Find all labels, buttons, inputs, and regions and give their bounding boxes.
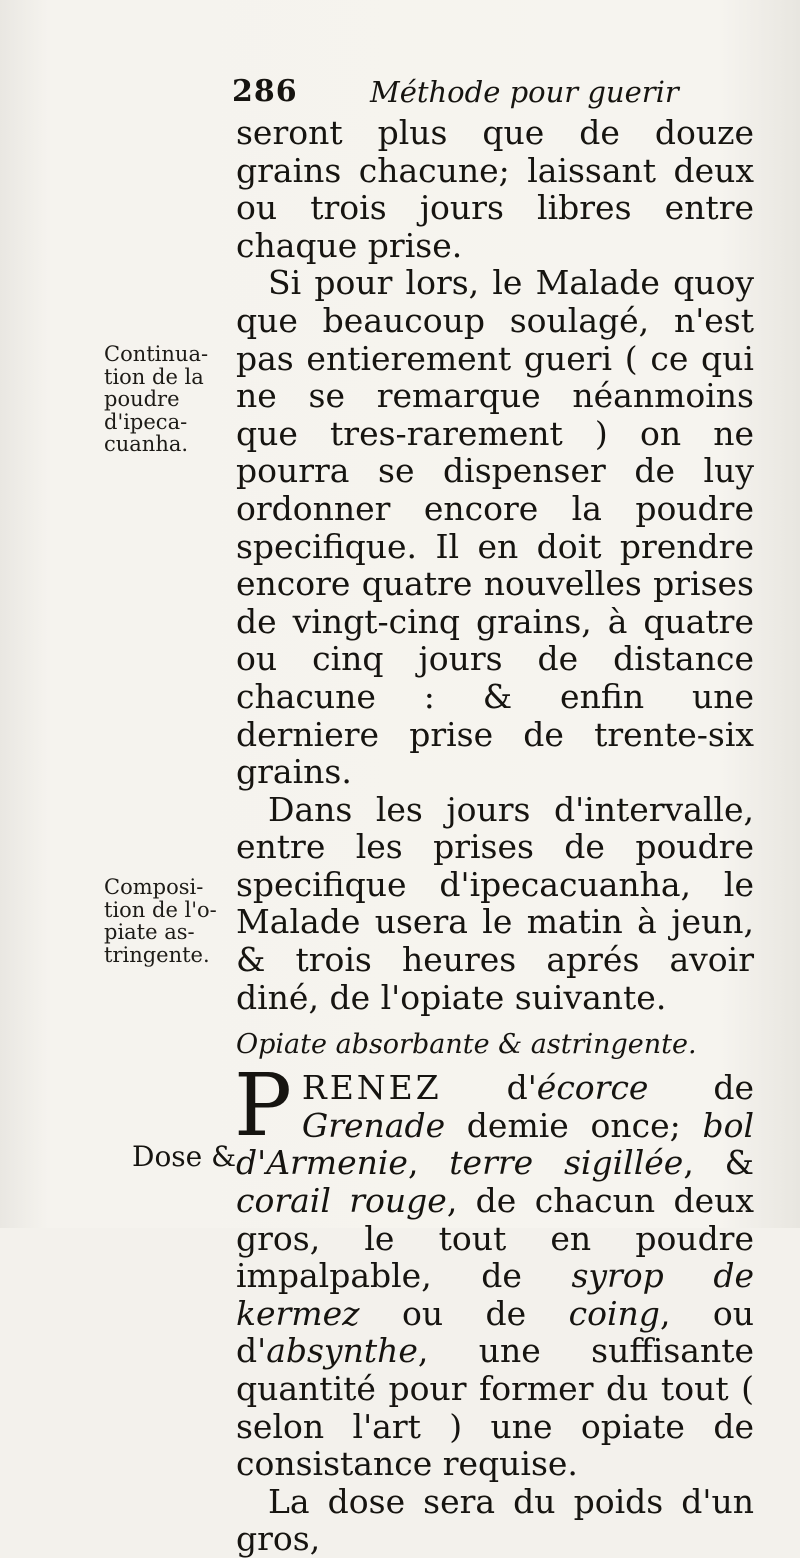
margin-note-composition (104, 876, 217, 966)
italic-term: absynthe (266, 1331, 418, 1371)
page-number: 286 (232, 74, 298, 109)
text-run: , de chacun deux gros, le tout en poudre impalpable, de (236, 1181, 754, 1296)
small-caps-word: RENEZ (301, 1068, 442, 1108)
text-run: , une suffisante quantité pour former du tout ( selon l'art ) une opiate de consistance requise. (236, 1331, 754, 1484)
margin-line: tringente. (104, 942, 210, 967)
paragraph-3: Dans les jours d'intervalle, entre les prises de poudre specifique d'ipecacuanha, le Malade usera le matin à jeun, & trois heures aprés avoir diné, de l'opiate suivante. (236, 789, 754, 1017)
paragraph-5: La dose sera du poids d'un gros, (236, 1481, 754, 1558)
margin-line: poudre (104, 387, 180, 411)
catchword: Dose & (132, 1140, 237, 1173)
italic-term: terre sigillée (449, 1143, 684, 1183)
margin-line: tion de la (104, 364, 204, 389)
italic-term: Grenade (301, 1105, 446, 1145)
text-run: , ou d' (236, 1293, 754, 1371)
text-run: d' (441, 1068, 537, 1108)
running-title: Méthode pour guerir (370, 75, 679, 109)
italic-term: coing (568, 1293, 660, 1333)
margin-line: Composi- (104, 875, 204, 899)
italic-term: corail rouge (236, 1181, 447, 1221)
text-run: demie once; (445, 1105, 703, 1145)
paragraph-2: Si pour lors, le Malade quoy que beaucoup soulagé, n'est pas entierement gueri ( ce qui ne se remarque néanmoins que tres-rarement ) on ne pourra se dispenser de luy ordonner encore la poudre specifique. Il en doit prendre encore quatre nouvelles prises de vingt-cinq grains, à quatre ou cinq jours de distance chacune : & enfin une derniere prise de trente-six grains. (236, 263, 754, 792)
margin-line: Continua- (104, 342, 209, 366)
main-text (236, 114, 754, 1558)
margin-note-continuation (104, 343, 208, 456)
italic-term: syrop de kermez (236, 1256, 754, 1333)
margin-line: piate as- (104, 920, 195, 944)
margin-line: d'ipeca- (104, 409, 188, 434)
text-run: , (407, 1143, 450, 1183)
recipe-title: Opiate absorbante & astringente. (236, 1029, 697, 1061)
drop-cap: P (234, 1056, 292, 1157)
text-run: ou de (359, 1293, 569, 1333)
margin-line: tion de l'o- (104, 897, 217, 922)
text-run: , & (683, 1143, 754, 1183)
margin-line: cuanha. (104, 432, 189, 456)
page-header (232, 72, 752, 112)
paragraph-1: seront plus que de douze grains chacune; laissant deux ou trois jours libres entre chaque prise. (236, 113, 754, 265)
paragraph-4 (234, 1056, 754, 1484)
text-run: de (648, 1068, 754, 1108)
italic-term: bol d'Armenie (236, 1105, 754, 1183)
italic-term: écorce (536, 1068, 649, 1108)
